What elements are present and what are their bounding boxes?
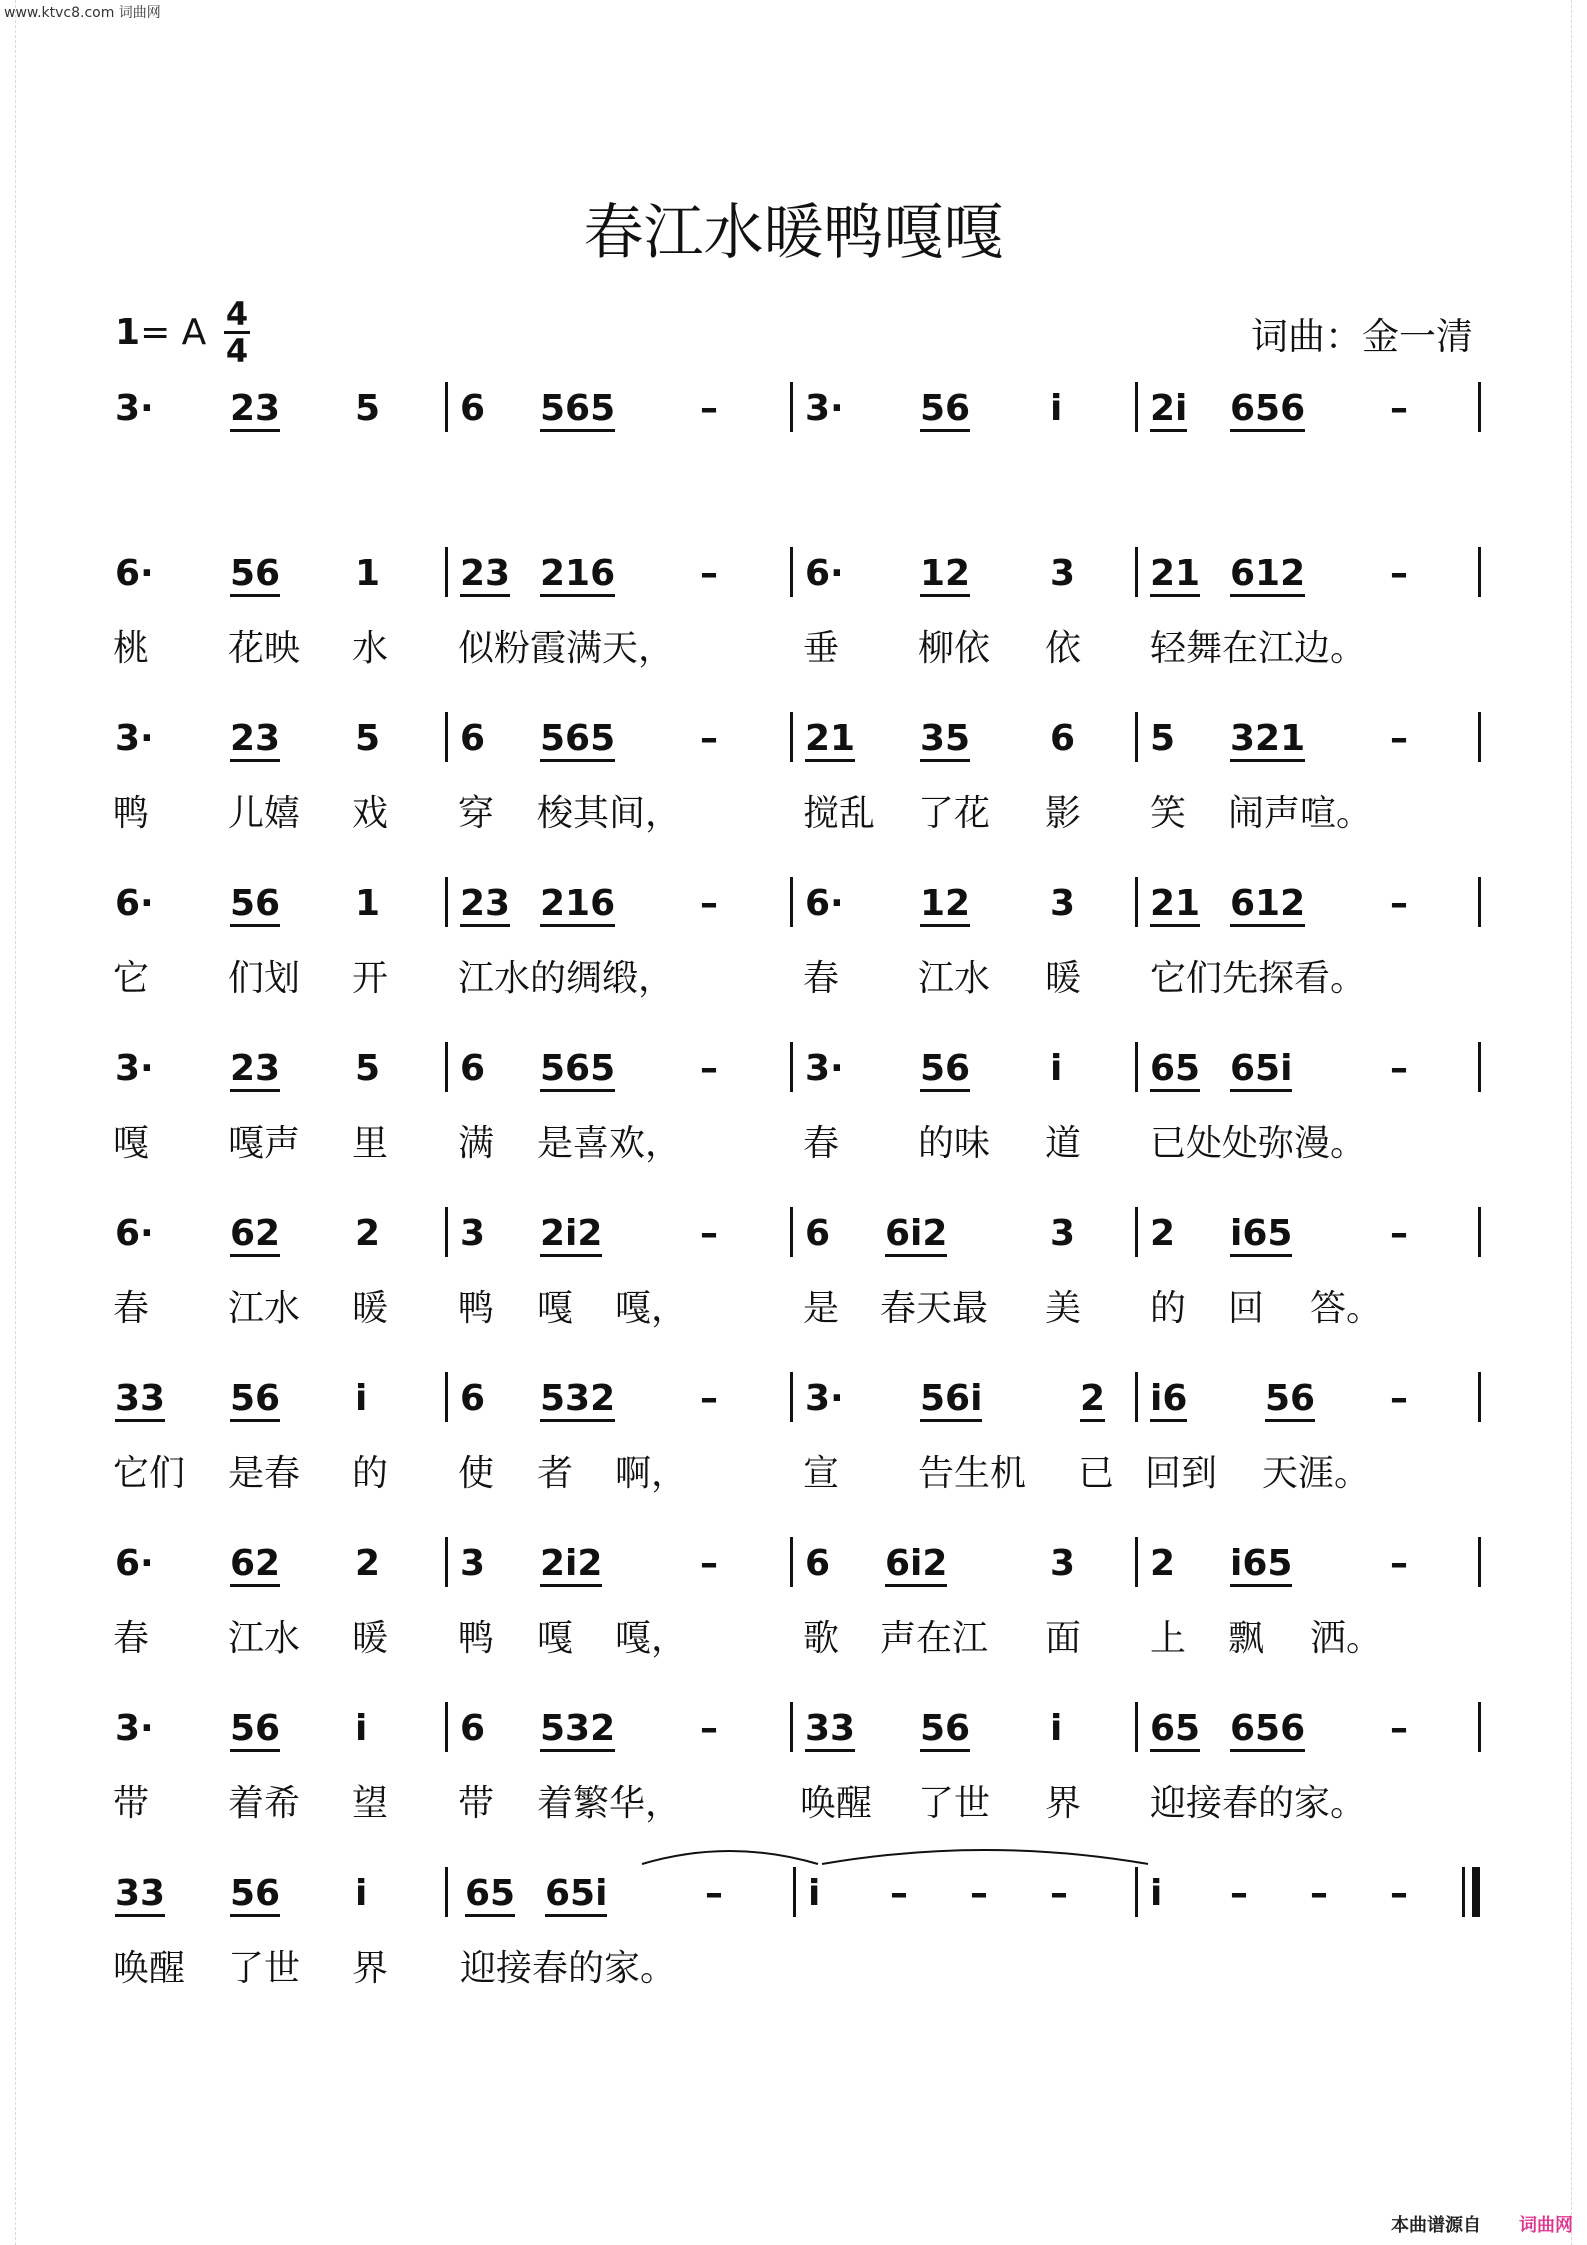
note-group: i <box>355 1378 368 1419</box>
note-group: 56 <box>230 1378 280 1422</box>
note-group: 6· <box>115 883 154 924</box>
note-group: 2 <box>1150 1543 1176 1584</box>
note-group: 65 <box>465 1873 515 1917</box>
key-equals: = A <box>140 312 207 353</box>
note-group: i <box>355 1873 368 1914</box>
note-group: 2i <box>1150 388 1187 432</box>
note-group: 21 <box>805 718 855 762</box>
note-group: – <box>1390 1378 1408 1419</box>
note-group: 65i <box>1230 1048 1292 1092</box>
barline <box>1135 877 1138 927</box>
lyric: 是喜欢， <box>537 1123 682 1164</box>
note-group: 6· <box>115 1213 154 1254</box>
lyric: 界 <box>352 1948 389 1989</box>
lyric: 穿 <box>458 793 495 834</box>
lyric: 是 <box>803 1288 840 1329</box>
note-group: 62 <box>230 1543 280 1587</box>
site-url[interactable]: www.ktvc8.com 词曲网 <box>4 5 161 21</box>
note-group: 1 <box>355 883 381 924</box>
note-group: 12 <box>920 553 970 597</box>
note-group: i <box>1150 1873 1163 1914</box>
note-group: 21 <box>1150 883 1200 927</box>
note-group: 565 <box>540 1048 615 1092</box>
barline <box>790 1537 793 1587</box>
note-group: 6 <box>460 1708 486 1749</box>
barline <box>1478 712 1481 762</box>
note-group: 3 <box>1050 1543 1076 1584</box>
lyric: 唤醒 <box>113 1948 186 1989</box>
lyric: 嘎声 <box>228 1123 301 1164</box>
note-group: 2 <box>355 1213 381 1254</box>
note-group: 62 <box>230 1213 280 1257</box>
barline <box>1478 382 1481 432</box>
lyric: 宣 <box>803 1453 840 1494</box>
barline <box>1135 1372 1138 1422</box>
note-group: 65 <box>1150 1048 1200 1092</box>
lyric: 嘎 <box>537 1288 574 1329</box>
note-group: 5 <box>355 1048 381 1089</box>
lyric: 搅乱 <box>803 793 876 834</box>
barline <box>1478 1042 1481 1092</box>
tie <box>640 1846 820 1866</box>
lyric: 轻舞在江边。 <box>1150 628 1367 669</box>
note-group: 532 <box>540 1378 615 1422</box>
barline <box>790 1042 793 1092</box>
note-group: 3· <box>115 1048 154 1089</box>
note-group: – <box>700 883 718 924</box>
lyric: 带 <box>113 1783 150 1824</box>
note-group: 3· <box>115 1708 154 1749</box>
final-barline-thin <box>1462 1867 1465 1917</box>
lyric: 回到 <box>1145 1453 1218 1494</box>
note-group: 6· <box>115 1543 154 1584</box>
note-group: – <box>705 1873 723 1914</box>
note-group: 6i2 <box>885 1213 947 1257</box>
barline <box>1478 1537 1481 1587</box>
lyric: 答。 <box>1310 1288 1383 1329</box>
note-group: 6· <box>115 553 154 594</box>
lyric: 道 <box>1045 1123 1082 1164</box>
note-group: 3 <box>1050 553 1076 594</box>
note-group: i6 <box>1150 1378 1187 1422</box>
note-group: 56 <box>230 1708 280 1752</box>
barline <box>790 877 793 927</box>
barline <box>445 1537 448 1587</box>
key-signature <box>115 312 206 353</box>
barline <box>790 1372 793 1422</box>
note-group: – <box>700 718 718 759</box>
note-group: – <box>1390 1048 1408 1089</box>
note-group: 56i <box>920 1378 982 1422</box>
barline <box>1135 1867 1138 1917</box>
note-group: 56 <box>230 553 280 597</box>
lyric: 江水 <box>918 958 991 999</box>
note-group: 2i2 <box>540 1543 602 1587</box>
note-group: – <box>1390 1708 1408 1749</box>
note-group: i <box>808 1873 821 1914</box>
note-group: 1 <box>355 553 381 594</box>
note-group: 216 <box>540 883 615 927</box>
note-group: 3· <box>115 718 154 759</box>
note-group: 565 <box>540 388 615 432</box>
note-group: – <box>700 1708 718 1749</box>
note-group: 656 <box>1230 1708 1305 1752</box>
lyric: 的味 <box>918 1123 991 1164</box>
note-group: i <box>355 1708 368 1749</box>
left-margin-line <box>15 0 16 2245</box>
note-group: 23 <box>230 388 280 432</box>
barline <box>790 382 793 432</box>
lyric: 花映 <box>228 628 301 669</box>
footer-site-link[interactable]: 词曲网 <box>1519 2215 1573 2236</box>
time-bottom: 4 <box>225 332 249 370</box>
lyric: 嘎 <box>113 1123 150 1164</box>
barline <box>1135 1042 1138 1092</box>
note-group: – <box>700 1543 718 1584</box>
lyric: 江水的绸缎， <box>458 958 675 999</box>
lyric: 依 <box>1045 628 1082 669</box>
barline <box>445 1372 448 1422</box>
note-group: – <box>700 1048 718 1089</box>
lyric: 春天最 <box>880 1288 989 1329</box>
note-group: – <box>1390 883 1408 924</box>
lyric: 的 <box>1150 1288 1187 1329</box>
note-group: – <box>1390 553 1408 594</box>
lyric: 的 <box>352 1453 389 1494</box>
barline <box>1135 1207 1138 1257</box>
note-group: i65 <box>1230 1543 1292 1587</box>
note-group: – <box>890 1873 908 1914</box>
lyric: 似粉霞满天， <box>458 628 675 669</box>
lyric: 使 <box>458 1453 495 1494</box>
lyric: 鸭 <box>458 1618 495 1659</box>
note-group: 5 <box>355 718 381 759</box>
barline <box>1135 547 1138 597</box>
note-group: 23 <box>460 553 510 597</box>
lyric: 上 <box>1150 1618 1187 1659</box>
lyric: 了世 <box>918 1783 991 1824</box>
note-group: 612 <box>1230 553 1305 597</box>
barline <box>1135 1537 1138 1587</box>
barline <box>445 547 448 597</box>
note-group: 3· <box>805 1378 844 1419</box>
lyric: 影 <box>1045 793 1082 834</box>
lyric: 着希 <box>228 1783 301 1824</box>
note-group: 33 <box>805 1708 855 1752</box>
lyric: 开 <box>352 958 389 999</box>
lyric: 啊， <box>615 1453 688 1494</box>
note-group: 2 <box>355 1543 381 1584</box>
lyric: 是春 <box>228 1453 301 1494</box>
lyric: 暖 <box>352 1618 389 1659</box>
lyric: 迎接春的家。 <box>1150 1783 1367 1824</box>
lyric: 嘎 <box>537 1618 574 1659</box>
lyric: 鸭 <box>458 1288 495 1329</box>
lyric: 桃 <box>113 628 150 669</box>
lyric: 暖 <box>352 1288 389 1329</box>
barline <box>445 1702 448 1752</box>
lyric: 天涯。 <box>1262 1453 1371 1494</box>
note-group: i <box>1050 388 1063 429</box>
lyric: 满 <box>458 1123 495 1164</box>
barline <box>790 547 793 597</box>
barline <box>445 712 448 762</box>
note-group: – <box>700 1213 718 1254</box>
note-group: 3· <box>805 1048 844 1089</box>
credit: 词曲：金一清 <box>1251 315 1473 358</box>
tie <box>820 1846 1150 1866</box>
lyric: 江水 <box>228 1618 301 1659</box>
note-group: 321 <box>1230 718 1305 762</box>
note-group: i <box>1050 1048 1063 1089</box>
note-group: 216 <box>540 553 615 597</box>
note-group: 6 <box>460 388 486 429</box>
barline <box>1478 877 1481 927</box>
note-group: 2 <box>1150 1213 1176 1254</box>
note-group: 33 <box>115 1873 165 1917</box>
note-group: 56 <box>920 1048 970 1092</box>
barline <box>1478 1372 1481 1422</box>
barline <box>790 712 793 762</box>
barline <box>793 1867 796 1917</box>
lyric: 声在江 <box>880 1618 989 1659</box>
barline <box>790 1207 793 1257</box>
note-group: 6i2 <box>885 1543 947 1587</box>
note-group: 3 <box>1050 883 1076 924</box>
note-group: 56 <box>1265 1378 1315 1422</box>
note-group: 56 <box>230 883 280 927</box>
barline <box>1135 382 1138 432</box>
lyric: 梭其间， <box>537 793 682 834</box>
note-group: – <box>1390 1213 1408 1254</box>
note-group: – <box>700 553 718 594</box>
note-group: 23 <box>230 1048 280 1092</box>
lyric: 柳依 <box>918 628 991 669</box>
note-group: 33 <box>115 1378 165 1422</box>
note-group: 23 <box>230 718 280 762</box>
time-signature <box>222 295 252 370</box>
note-group: 3 <box>1050 1213 1076 1254</box>
note-group: – <box>1050 1873 1068 1914</box>
note-group: 6 <box>460 1048 486 1089</box>
lyric: 望 <box>352 1783 389 1824</box>
note-group: 6· <box>805 553 844 594</box>
lyric: 戏 <box>352 793 389 834</box>
note-group: 656 <box>1230 388 1305 432</box>
barline <box>445 1207 448 1257</box>
time-top: 4 <box>225 295 249 333</box>
note-group: 21 <box>1150 553 1200 597</box>
note-group: 565 <box>540 718 615 762</box>
lyric: 暖 <box>1045 958 1082 999</box>
barline <box>1478 1702 1481 1752</box>
lyric: 飘 <box>1228 1618 1265 1659</box>
lyric: 着繁华， <box>537 1783 682 1824</box>
note-group: – <box>1310 1873 1328 1914</box>
note-group: – <box>970 1873 988 1914</box>
lyric: 它 <box>113 958 150 999</box>
lyric: 江水 <box>228 1288 301 1329</box>
note-group: 56 <box>230 1873 280 1917</box>
lyric: 面 <box>1045 1618 1082 1659</box>
right-margin-line <box>1571 0 1572 2245</box>
lyric: 闹声喧。 <box>1228 793 1373 834</box>
note-group: 6 <box>460 1378 486 1419</box>
lyric: 儿嬉 <box>228 793 301 834</box>
barline <box>790 1702 793 1752</box>
lyric: 鸭 <box>113 793 150 834</box>
barline <box>445 382 448 432</box>
barline <box>445 877 448 927</box>
note-group: 5 <box>355 388 381 429</box>
note-group: i <box>1050 1708 1063 1749</box>
barline <box>445 1042 448 1092</box>
lyric: 它们先探看。 <box>1150 958 1367 999</box>
barline <box>1478 547 1481 597</box>
lyric: 春 <box>803 958 840 999</box>
note-group: 65 <box>1150 1708 1200 1752</box>
note-group: – <box>1390 1873 1408 1914</box>
note-group: 6 <box>1050 718 1076 759</box>
lyric: 春 <box>113 1288 150 1329</box>
lyric: 们划 <box>228 958 301 999</box>
song-title: 春江水暖鸭嘎嘎 <box>583 198 1004 268</box>
note-group: – <box>700 388 718 429</box>
lyric: 带 <box>458 1783 495 1824</box>
barline <box>1478 1207 1481 1257</box>
note-group: 5 <box>1150 718 1176 759</box>
note-group: i65 <box>1230 1213 1292 1257</box>
note-group: 56 <box>920 388 970 432</box>
note-group: – <box>1390 718 1408 759</box>
lyric: 垂 <box>803 628 840 669</box>
note-group: – <box>700 1378 718 1419</box>
lyric: 唤醒 <box>800 1783 873 1824</box>
note-group: 12 <box>920 883 970 927</box>
lyric: 嘎， <box>615 1618 688 1659</box>
lyric: 了花 <box>918 793 991 834</box>
lyric: 歌 <box>803 1618 840 1659</box>
note-group: 6· <box>805 883 844 924</box>
note-group: 3 <box>460 1543 486 1584</box>
lyric: 告生机 <box>918 1453 1027 1494</box>
note-group: 35 <box>920 718 970 762</box>
lyric: 洒。 <box>1310 1618 1383 1659</box>
barline <box>1135 1702 1138 1752</box>
lyric: 界 <box>1045 1783 1082 1824</box>
lyric: 水 <box>352 628 389 669</box>
lyric: 了世 <box>228 1948 301 1989</box>
note-group: – <box>1390 1543 1408 1584</box>
note-group: 3· <box>115 388 154 429</box>
lyric: 美 <box>1045 1288 1082 1329</box>
note-group: – <box>1390 388 1408 429</box>
lyric: 回 <box>1228 1288 1265 1329</box>
note-group: 6 <box>805 1213 831 1254</box>
lyric: 嘎， <box>615 1288 688 1329</box>
note-group: 3· <box>805 388 844 429</box>
note-group: 6 <box>460 718 486 759</box>
lyric: 春 <box>113 1618 150 1659</box>
barline <box>445 1867 448 1917</box>
lyric: 已处处弥漫。 <box>1150 1123 1367 1164</box>
note-group: 23 <box>460 883 510 927</box>
note-group: – <box>1230 1873 1248 1914</box>
lyric: 迎接春的家。 <box>460 1948 677 1989</box>
note-group: 6 <box>805 1543 831 1584</box>
final-barline-thick <box>1472 1867 1480 1917</box>
note-group: 3 <box>460 1213 486 1254</box>
note-group: 2i2 <box>540 1213 602 1257</box>
lyric: 者 <box>537 1453 574 1494</box>
lyric: 它们 <box>113 1453 186 1494</box>
lyric: 里 <box>352 1123 389 1164</box>
note-group: 612 <box>1230 883 1305 927</box>
note-group: 65i <box>545 1873 607 1917</box>
footer-source-label: 本曲谱源自 <box>1391 2215 1481 2236</box>
note-group: 2 <box>1080 1378 1105 1422</box>
note-group: 56 <box>920 1708 970 1752</box>
lyric: 春 <box>803 1123 840 1164</box>
lyric: 已 <box>1078 1453 1115 1494</box>
lyric: 笑 <box>1150 793 1187 834</box>
barline <box>1135 712 1138 762</box>
key-tonic: 1 <box>115 312 141 353</box>
note-group: 532 <box>540 1708 615 1752</box>
